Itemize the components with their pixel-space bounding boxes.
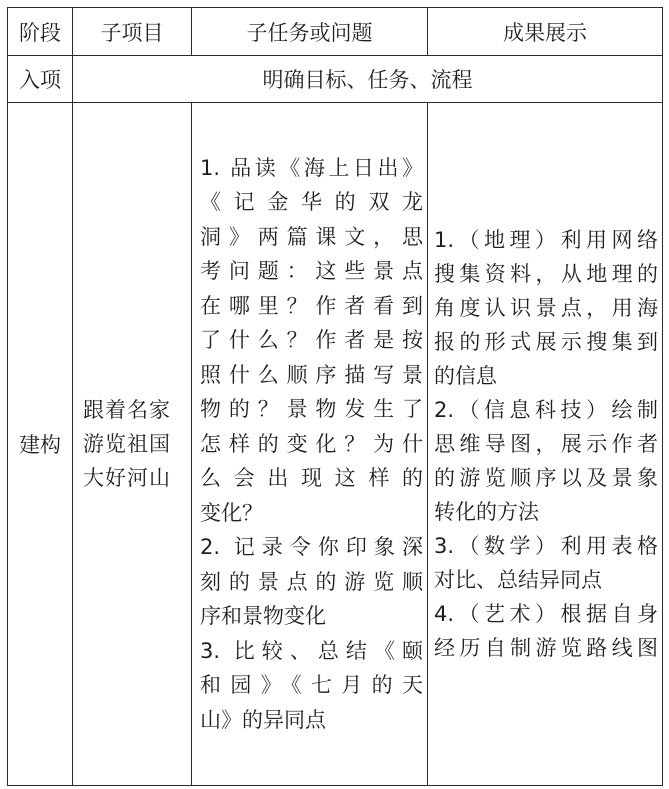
task-line: 和园》《七月的天	[200, 673, 423, 698]
task-line: 变化？	[200, 500, 263, 525]
result-line: 的游览顺序以及景象	[434, 466, 658, 490]
task-line: 序和景物变化	[200, 604, 326, 629]
result-line: 4.（艺术）根据自身	[434, 602, 658, 626]
task-lines	[200, 151, 423, 738]
header-subtask: 子任务或问题	[192, 8, 428, 56]
result-lines	[434, 223, 658, 665]
result-line: 转化的方法	[434, 500, 539, 524]
result-line: 经历自制游览路线图	[434, 636, 658, 660]
subproject-line: 大好河山	[83, 466, 171, 490]
subproject-line: 跟着名家	[83, 398, 171, 422]
task-line: 么会出现这样的	[200, 466, 423, 491]
build-stage-cell: 建构	[8, 103, 73, 786]
build-subproject-cell	[73, 103, 192, 786]
subproject-lines	[83, 393, 187, 495]
subproject-line: 游览祖国	[83, 432, 171, 456]
task-line: 1. 品读《海上日出》	[200, 155, 423, 180]
result-line: 搜集资料，从地理的	[434, 262, 658, 286]
header-results: 成果展示	[428, 8, 663, 56]
intro-stage-cell: 入项	[8, 56, 73, 103]
task-line: 《记金华的双龙	[200, 190, 423, 215]
result-line: 角度认识景点，用海	[434, 296, 658, 320]
header-stage: 阶段	[8, 8, 73, 56]
result-line: 思维导图，展示作者	[434, 432, 658, 456]
task-line: 在哪里？作者看到	[200, 293, 423, 318]
task-line: 考问题：这些景点	[200, 259, 423, 284]
result-line: 对比、总结异同点	[434, 568, 602, 592]
intro-row	[8, 56, 663, 103]
task-line: 洞》两篇课文，思	[200, 224, 423, 249]
task-line: 了什么？作者是按	[200, 328, 423, 353]
task-line: 山》的异同点	[200, 707, 326, 732]
project-table	[7, 7, 663, 786]
result-line: 报的形式展示搜集到	[434, 330, 658, 354]
build-results-cell	[428, 103, 663, 786]
intro-content-cell: 明确目标、任务、流程	[73, 56, 663, 103]
result-line: 的信息	[434, 364, 497, 388]
build-tasks-cell	[192, 103, 428, 786]
task-line: 2. 记录令你印象深	[200, 535, 423, 560]
task-line: 刻的景点的游览顺	[200, 569, 423, 594]
task-line: 3. 比较、总结《颐	[200, 638, 423, 663]
task-line: 怎样的变化？为什	[200, 431, 423, 456]
result-line: 3.（数学）利用表格	[434, 534, 658, 558]
header-row	[8, 8, 663, 56]
header-subproject: 子项目	[73, 8, 192, 56]
task-line: 照什么顺序描写景	[200, 362, 423, 387]
result-line: 2.（信息科技）绘制	[434, 398, 658, 422]
result-line: 1.（地理）利用网络	[434, 228, 658, 252]
build-row	[8, 103, 663, 786]
task-line: 物的？景物发生了	[200, 397, 423, 422]
